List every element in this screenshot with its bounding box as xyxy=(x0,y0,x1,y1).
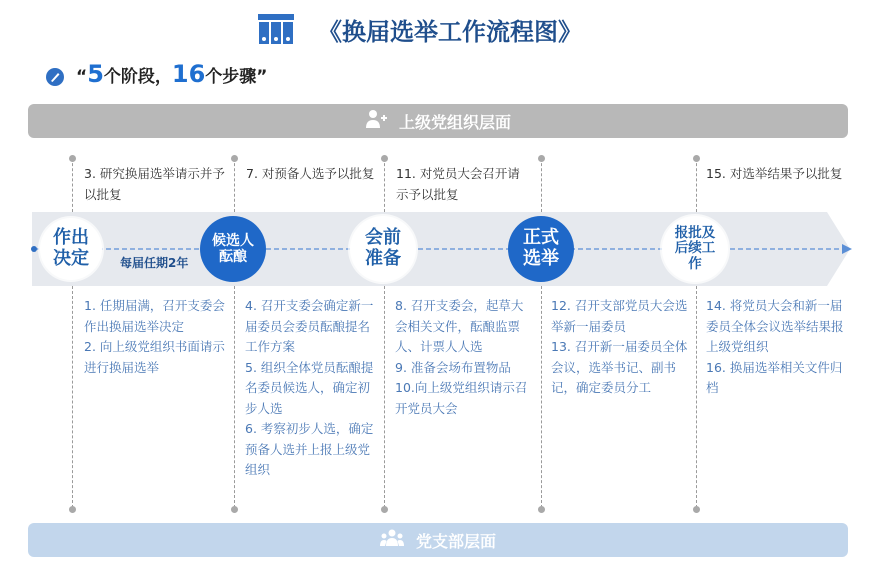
connector-line xyxy=(384,158,385,212)
bottom-banner-label: 党支部层面 xyxy=(415,531,496,551)
bottom-banner xyxy=(28,523,848,557)
lower-step: 9. 准备会场布置物品 xyxy=(395,359,511,375)
connector-dot xyxy=(381,155,388,162)
stage-candidate: 候选人 酝酿 xyxy=(200,216,266,282)
connector-line xyxy=(72,286,73,508)
upper-step: 3. 研究换届选举请示并予以批复 xyxy=(84,166,225,202)
lower-column xyxy=(395,296,535,419)
lower-step: 10.向上级党组织请示召开党员大会 xyxy=(395,380,528,416)
connector-dot xyxy=(69,155,76,162)
upper-step: 15. 对选举结果予以批复 xyxy=(706,166,843,181)
connector-line xyxy=(384,286,385,508)
connector-line xyxy=(234,158,235,212)
connector-dot xyxy=(538,506,545,513)
connector-dot xyxy=(231,506,238,513)
lower-step: 4. 召开支委会确定新一届委员会委员酝酿提名工作方案 xyxy=(245,298,374,354)
connector-line xyxy=(541,286,542,508)
subtitle-text-1: 个阶段， xyxy=(103,67,172,87)
stage-decision: 作出 决定 xyxy=(40,218,102,280)
lower-step: 13. 召开新一届委员全体会议，选举书记、副书记，确定委员分工 xyxy=(551,339,688,395)
connector-dot xyxy=(693,506,700,513)
lower-step: 14. 将党员大会和新一届委员全体会议选举结果报上级党组织 xyxy=(706,298,844,354)
stage-preparation: 会前 准备 xyxy=(350,216,416,282)
page-title: 《换届选举工作流程图》 xyxy=(318,18,582,46)
lower-step: 12. 召开支部党员大会选举新一届委员 xyxy=(551,298,688,334)
lower-column xyxy=(84,296,226,378)
connector-line xyxy=(72,158,73,212)
connector-dot xyxy=(693,155,700,162)
connector-line xyxy=(696,286,697,508)
connector-dot xyxy=(381,506,388,513)
term-note: 每届任期2年 xyxy=(120,256,189,270)
upper-step: 7. 对预备人选予以批复 xyxy=(246,166,375,181)
upper-step: 11. 对党员大会召开请示予以批复 xyxy=(396,166,520,202)
connector-dot xyxy=(538,155,545,162)
connector-line xyxy=(696,158,697,212)
connector-dot xyxy=(69,506,76,513)
lower-step: 16. 换届选举相关文件归档 xyxy=(706,359,843,395)
stage-election: 正式 选举 xyxy=(508,216,574,282)
lower-column xyxy=(551,296,693,399)
step-count: 16 xyxy=(171,60,206,88)
connector-line xyxy=(541,158,542,212)
lower-column xyxy=(245,296,377,481)
people-icon xyxy=(380,528,404,552)
subtitle-open-quote: “ xyxy=(76,67,88,87)
connector-line xyxy=(234,286,235,508)
lower-column xyxy=(706,296,848,399)
connector-dot xyxy=(231,155,238,162)
top-banner-label: 上级党组织层面 xyxy=(398,112,511,132)
lower-step: 8. 召开支委会，起草大会相关文件，酝酿监票人、计票人人选 xyxy=(395,298,524,354)
subtitle-close-quote: ” xyxy=(256,67,268,87)
stage-followup: 报批及 后续工 作 xyxy=(662,216,728,282)
lower-step: 2. 向上级党组织书面请示进行换届选举 xyxy=(84,339,225,375)
subtitle-text-2: 个步骤 xyxy=(205,67,257,87)
lower-step: 1. 任期届满，召开支委会作出换届选举决定 xyxy=(84,298,225,334)
lower-step: 5. 组织全体党员酝酿提名委员候选人，确定初步人选 xyxy=(245,359,374,416)
lower-step: 6. 考察初步人选，确定预备人选并上报上级党组织 xyxy=(245,421,374,477)
stage-count: 5 xyxy=(87,60,104,88)
